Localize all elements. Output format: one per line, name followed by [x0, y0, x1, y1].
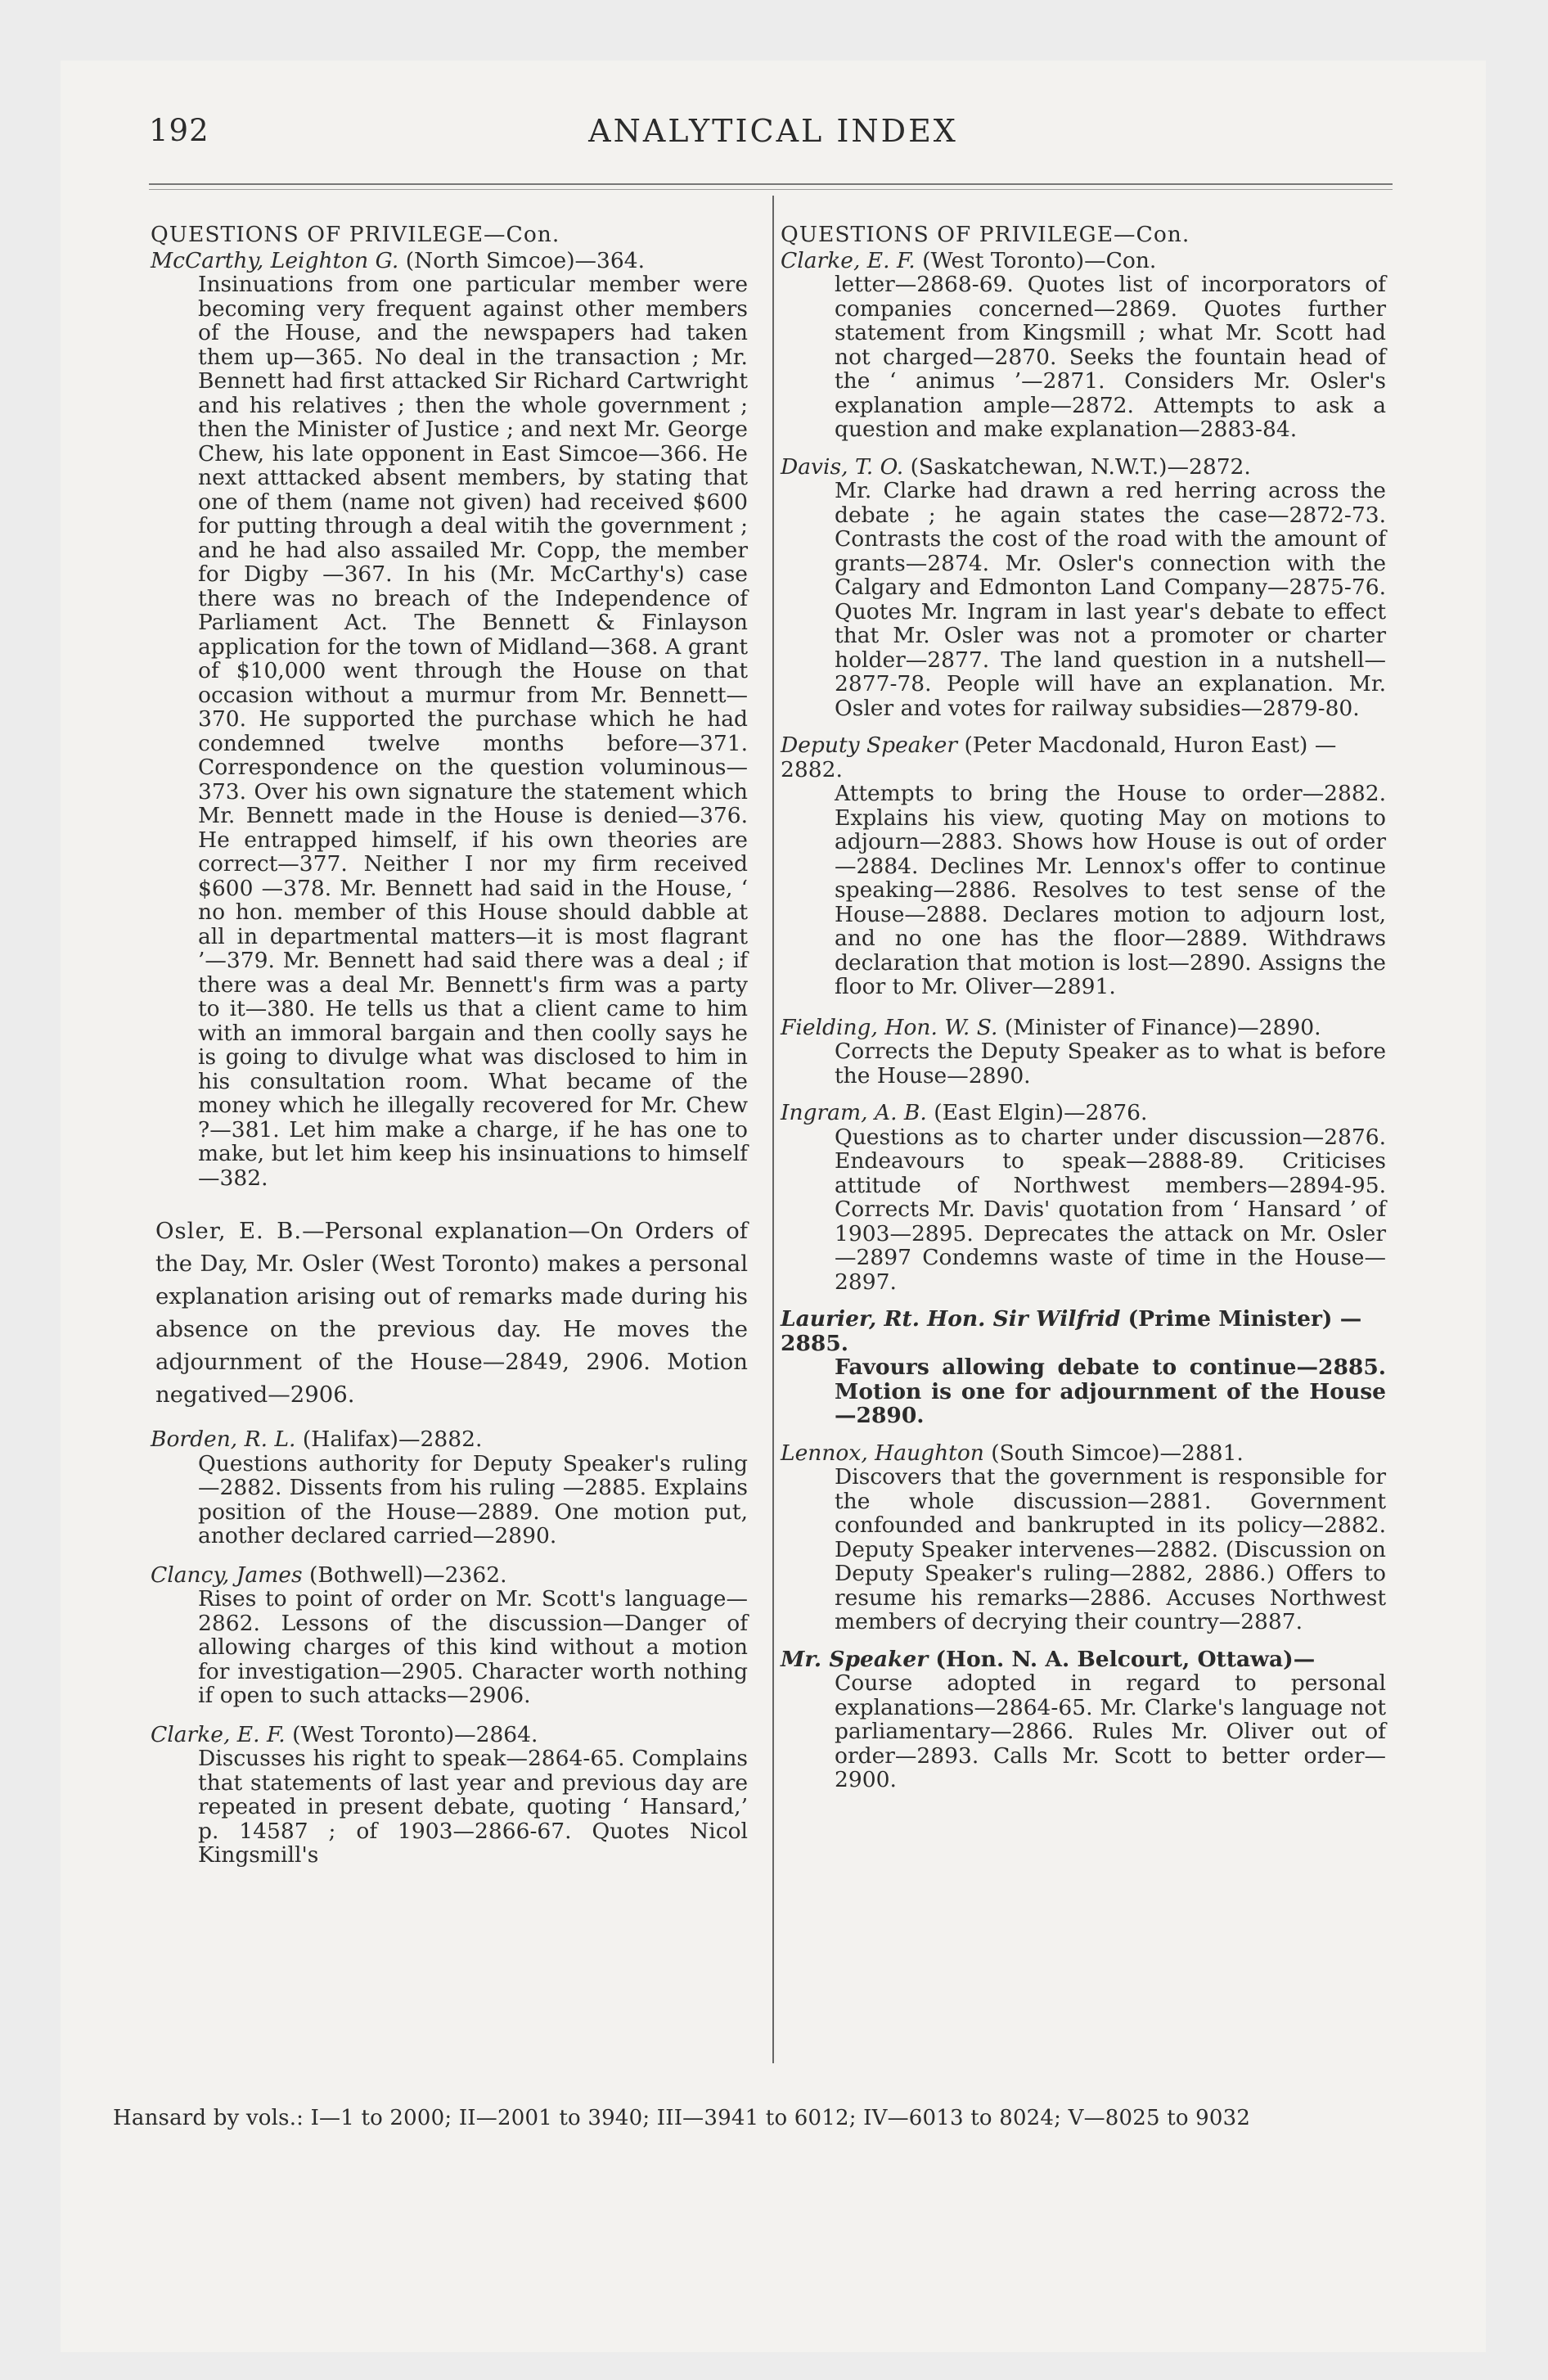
index-page — [61, 61, 1486, 2352]
entry-body: Course adopted in regard to personal explanations—2864-65. Mr. Clarke's language not parliamentary—2866. Rules Mr. Oliver out of order—2893. Calls Mr. Scott to better order—2900. — [835, 1670, 1386, 1792]
entry-osler — [155, 1215, 748, 1411]
entry-clarke — [151, 1723, 748, 1868]
entry-name: Clarke, E. F. — [151, 1721, 286, 1747]
section-heading: QUESTIONS OF PRIVILEGE—Con. — [151, 222, 560, 247]
entry-ingram — [781, 1101, 1386, 1294]
entry-body: Corrects the Deputy Speaker as to what is before the House—2890. — [835, 1039, 1386, 1089]
entry-seat: (Peter Macdonald, Huron East) —2882. — [781, 732, 1337, 782]
entry-body: Discusses his right to speak—2864-65. Complains that statements of last year and previous day are repeated in present debate, quoting ‘ Hansard,’ p. 14587 ; of 1903—2866-67. Quotes Nicol Kingsmill's — [198, 1746, 748, 1868]
entry-speaker — [781, 1648, 1386, 1792]
entry-name: Deputy Speaker — [781, 732, 958, 758]
entry-seat: (Halifax)—2882. — [295, 1427, 483, 1452]
column-divider — [772, 196, 774, 2063]
entry-name: Mr. Speaker — [781, 1646, 929, 1672]
entry-seat: (South Simcoe)—2881. — [983, 1440, 1244, 1466]
hansard-volume-key: Hansard by vols.: I—1 to 2000; II—2001 to 3940; III—3941 to 6012; IV—6013 to 8024; V—8025 to 9032 — [113, 2106, 1251, 2130]
entry-head — [781, 249, 1386, 273]
entry-seat: (Hon. N. A. Belcourt, Ottawa)— — [928, 1646, 1316, 1672]
entry-seat: (East Elgin)—2876. — [926, 1100, 1148, 1125]
entry-head — [781, 1307, 1386, 1355]
entry-head — [151, 1563, 748, 1588]
entry-name: Osler, E. B. — [155, 1218, 303, 1244]
right-column — [781, 223, 1386, 1792]
entry-body: Questions as to charter under discussion—2876. Endeavours to speak—2888-89. Criticises attitude of Northwest members—2894-95. Corrects Mr. Davis' quotation from ‘ Hansard ’ of 1903—2895. Deprecates the attack on Mr. Osler—2897 Condemns waste of time in the House—2897. — [835, 1124, 1386, 1295]
entry-laurier — [781, 1307, 1386, 1428]
entry-fielding — [781, 1016, 1386, 1089]
header-title: ANALYTICAL INDEX — [588, 113, 958, 149]
entry-clarke-continued — [781, 249, 1386, 442]
entry-deputy-speaker — [781, 733, 1386, 999]
entry-body: letter—2868-69. Quotes list of incorporators of companies concerned—2869. Quotes further statement from Kingsmill ; what Mr. Scott had not charged—2870. Seeks the fountain head of the ‘ animus ’—2871. Considers Mr. Osler's explanation ample—2872. Attempts to ask a question and make explanation—2883-84. — [835, 272, 1386, 442]
entry-davis — [781, 455, 1386, 721]
header-rule-thin — [149, 189, 1393, 190]
entry-head — [781, 1648, 1386, 1672]
entry-clancy — [151, 1563, 748, 1708]
entry-body: Discovers that the government is responsible for the whole discussion—2881. Government confounded and bankrupted in its policy—2882. Deputy Speaker intervenes—2882. (Discussion on Deputy Speaker's ruling—2882, 2886.) Offers to resume his remarks—2886. Accuses Northwest members of decrying their country—2887. — [835, 1464, 1386, 1634]
entry-name: Fielding, Hon. W. S. — [781, 1014, 998, 1040]
entry-seat: (Saskatchewan, N.W.T.)—2872. — [903, 453, 1251, 480]
section-heading: QUESTIONS OF PRIVILEGE—Con. — [781, 222, 1190, 247]
entry-borden — [151, 1427, 748, 1548]
entry-name: Clarke, E. F. — [781, 247, 916, 273]
entry-head — [781, 733, 1386, 782]
entry-seat: (Prime Minister) —2885. — [781, 1306, 1362, 1356]
entry-name: Laurier, Rt. Hon. Sir Wilfrid — [781, 1306, 1121, 1332]
entry-head — [781, 1016, 1386, 1040]
left-column — [151, 223, 748, 1868]
entry-name: Borden, R. L. — [151, 1427, 296, 1452]
entry-seat: (West Toronto)—2864. — [285, 1721, 538, 1747]
entry-body: Rises to point of order on Mr. Scott's language—2862. Lessons of the discussion—Danger of allowing charges of this kind without a motion for investigation—2905. Character worth nothing if open to such attacks—2906. — [198, 1586, 748, 1708]
entry-name: Clancy, James — [151, 1562, 303, 1588]
entry-head — [151, 1723, 748, 1747]
entry-head — [781, 1441, 1386, 1466]
entry-head — [151, 1427, 748, 1452]
entry-body: Attempts to bring the House to order—2882. Explains his view, quoting May on motions to adjourn—2883. Shows how House is out of order—2884. Declines Mr. Lennox's offer to continue speaking—2886. Resolves to test sense of the House—2888. Declares motion to adjourn lost, and no one has the floor—2889. Withdraws declaration that motion is lost—2890. Assigns the floor to Mr. Oliver—2891. — [835, 781, 1386, 999]
page-number: 192 — [149, 113, 209, 148]
entry-name: Lennox, Haughton — [781, 1440, 984, 1466]
entry-seat: (North Simcoe)—364. — [398, 247, 646, 273]
entry-seat: (Bothwell)—2362. — [302, 1562, 507, 1588]
entry-lennox — [781, 1441, 1386, 1634]
entry-body: Favours allowing debate to continue—2885. Motion is one for adjournment of the House—2890. — [835, 1355, 1386, 1428]
entry-body: Mr. Clarke had drawn a red herring across the debate ; he again states the case—2872-73. Contrasts the cost of the road with the amount of grants—2874. Mr. Osler's connection with the Calgary and Edmonton Land Company—2875-76. Quotes Mr. Ingram in last year's debate to effect that Mr. Osler was not a promoter or charter holder—2877. The land question in a nutshell—2877-78. People will have an explanation. Mr. Osler and votes for railway subsidies—2879-80. — [835, 478, 1386, 721]
entry-body: Questions authority for Deputy Speaker's ruling—2882. Dissents from his ruling —2885. Explains position of the House—2889. One motion put, another declared carried—2890. — [198, 1450, 748, 1548]
entry-mccarthy — [151, 249, 748, 1191]
entry-seat: (West Toronto)—Con. — [915, 247, 1157, 273]
running-head — [61, 113, 1486, 162]
entry-body: Insinuations from one particular member were becoming very frequent against other members of the House, and the newspapers had taken them up—365. No deal in the transaction ; Mr. Bennett had first attacked Sir Richard Cartwright and his relatives ; then the whole government ; then the Minister of Justice ; and next Mr. George Chew, his late opponent in East Simcoe—366. He next atttacked absent members, by stating that one of them (name not given) had received $600 for putting through a deal witih the government ; and he had also assailed Mr. Copp, the member for Digby —367. In his (Mr. McCarthy's) case there was no breach of the Independence of Parliament Act. The Bennett & Finlayson application for the town of Midland—368. A grant of $10,000 went through the House on that occasion without a murmur from Mr. Bennett—370. He supported the purchase which he had condemned twelve months before—371. Correspondence on the question voluminous—373. Over his own signature the statement which Mr. Bennett made in the House is denied—376. He entrapped himself, if his own theories are correct—377. Neither I nor my firm received $600 —378. Mr. Bennett had said in the House, ‘ no hon. member of this House should dabble at all in departmental matters—it is most flagrant ’—379. Mr. Bennett had said there was a deal ; if there was a deal Mr. Bennett's firm was a party to it—380. He tells us that a client came to him with an immoral bargain and then coolly says he is going to divulge what was disclosed to him in his consultation room. What became of the money which he illegally recovered for Mr. Chew ?—381. Let him make a charge, if he has one to make, but let him keep his insinuations to himself—382. — [198, 272, 748, 1191]
entry-seat: (Minister of Finance)—2890. — [997, 1014, 1321, 1040]
entry-name: Ingram, A. B. — [781, 1100, 927, 1125]
entry-head — [781, 455, 1386, 480]
entry-head — [781, 1101, 1386, 1125]
header-rule — [149, 183, 1393, 185]
entry-head — [151, 249, 748, 273]
entry-name: McCarthy, Leighton G. — [151, 247, 399, 273]
entry-body: —Personal explanation—On Orders of the Day, Mr. Osler (West Toronto) makes a personal explanation arising out of remarks made during his absence on the previous day. He moves the adjournment of the House—2849, 2906. Motion negatived—2906. — [155, 1218, 748, 1408]
entry-name: Davis, T. O. — [781, 453, 904, 480]
